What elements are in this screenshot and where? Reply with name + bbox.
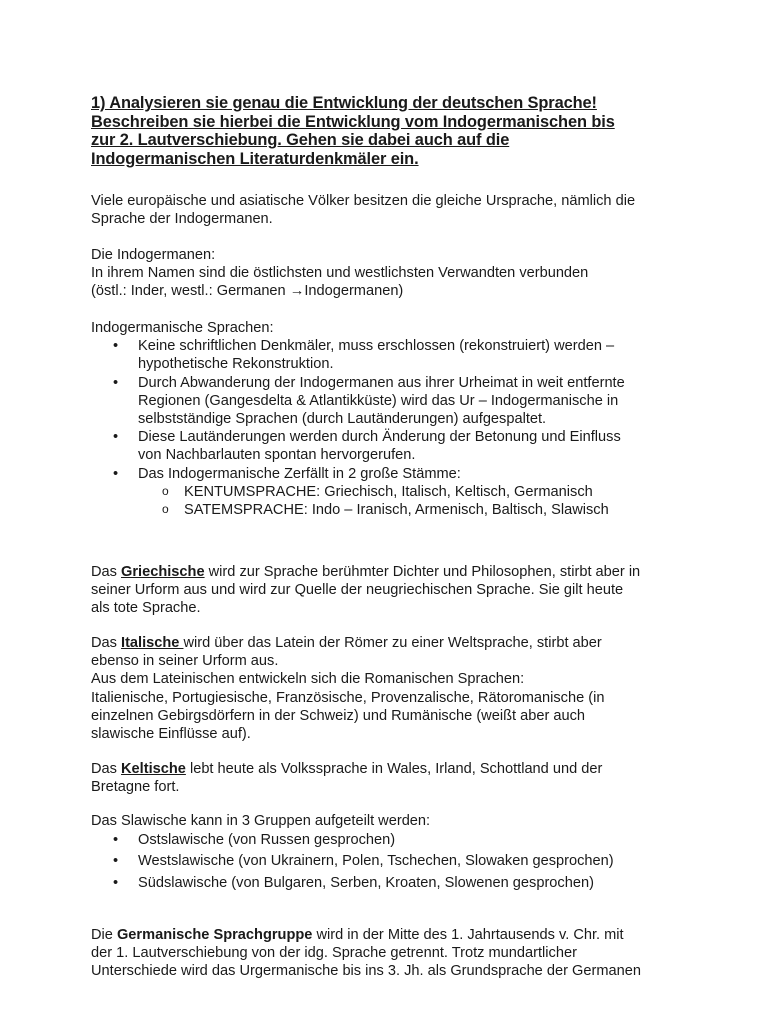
paragraph-line: Unterschiede wird das Urgermanische bis ins 3. Jh. als Grundsprache der Germanen (91, 963, 641, 980)
paragraph-line: Aus dem Lateinischen entwickeln sich die Romanischen Sprachen: (91, 671, 525, 688)
paragraph-line: der 1. Lautverschiebung von der idg. Sprache getrennt. Trotz mundartlicher (91, 945, 577, 962)
term-keltische: Keltische (121, 761, 186, 777)
sprachen-section (91, 319, 691, 519)
section-title: Indogermanische Sprachen: (91, 320, 274, 336)
paragraph-line: In ihrem Namen sind die östlichsten und westlichsten Verwandten verbunden (91, 265, 589, 282)
keltisch-paragraph: Das Keltische lebt heute als Volkssprache in Wales, Irland, Schottland und der Bretagne fort. (91, 760, 691, 796)
paragraph-line: slawische Einflüsse auf). (91, 726, 251, 743)
paragraph-line: seiner Urform aus und wird zur Quelle der neugriechischen Sprache. Sie gilt heute (91, 582, 624, 599)
paragraph-line: einzelnen Gebirgsdörfern in der Schweiz) und Rumänische (weißt aber auch (91, 707, 586, 724)
arrow-icon: → (289, 283, 305, 300)
section-title: Das Slawische kann in 3 Gruppen aufgeteilt werden: (91, 813, 431, 829)
paragraph-line: Italienische, Portugiesische, Französische, Provenzalische, Rätoromanische (in (91, 689, 605, 706)
indogermanen-section (91, 246, 691, 301)
section-title: Die Indogermanen: (91, 247, 216, 263)
question-heading (91, 94, 711, 168)
bullet-item: • Diese Lautänderungen werden durch Änderung der Betonung und Einfluss von Nachbarlauten spontan hervorgerufen. (91, 428, 691, 464)
italisch-paragraph: Das Italische wird über das Latein der Römer zu einer Weltsprache, stirbt aber ebenso in seiner Urform aus. Aus dem Lateinischen entwickeln sich die Romanischen Sprachen: Italienische, Portugiesische, Französische, Provenzalische, Rätoromanische (in einzelnen Gebirgsdörfern in der Schweiz) und Rumänische (weißt aber auch slawische Einflüsse auf). (91, 634, 691, 743)
bullet-item: • Durch Abwanderung der Indogermanen aus ihrer Urheimat in weit entfernte Regionen (Gangesdelta & Atlantikküste) wird das Ur – Indogermanische in selbstständige Sprachen (durch Lautänderungen) aufgespaltet. (91, 374, 691, 429)
paragraph-line: Bretagne fort. (91, 779, 180, 796)
heading-line: Indogermanischen Literaturdenkmäler ein. (91, 149, 419, 168)
germanisch-paragraph: Die Germanische Sprachgruppe wird in der Mitte des 1. Jahrtausends v. Chr. mit der 1. Lautverschiebung von der idg. Sprache getrennt. Trotz mundartlicher Unterschiede wird das Urgermanische bis ins 3. Jh. als Grundsprache der Germanen (91, 926, 691, 981)
term-italische: Italische (121, 635, 184, 651)
sub-bullet-item: o SATEMSPRACHE: Indo – Iranisch, Armenisch, Baltisch, Slawisch (91, 501, 691, 519)
paragraph-line: ebenso in seiner Urform aus. (91, 653, 279, 670)
paragraph-line: als tote Sprache. (91, 600, 201, 617)
griechisch-paragraph: Das Griechische wird zur Sprache berühmter Dichter und Philosophen, stirbt aber in seiner Urform aus und wird zur Quelle der neugriechischen Sprache. Sie gilt heute als tote Sprache. (91, 563, 691, 618)
bullet-item: • Westslawische (von Ukrainern, Polen, Tschechen, Slowaken gesprochen) (91, 852, 691, 870)
term-griechische: Griechische (121, 564, 205, 580)
heading-line: zur 2. Lautverschiebung. Gehen sie dabei auch auf die (91, 131, 510, 150)
bullet-item: • Keine schriftlichen Denkmäler, muss erschlossen (rekonstruiert) werden – hypothetische Rekonstruktion. (91, 337, 691, 373)
slawisch-section (91, 812, 691, 892)
bullet-item: • Das Indogermanische Zerfällt in 2 große Stämme: (91, 465, 691, 483)
bullet-item: • Ostslawische (von Russen gesprochen) (91, 831, 691, 849)
paragraph-line: Sprache der Indogermanen. (91, 211, 273, 228)
paragraph-line: Viele europäische und asiatische Völker besitzen die gleiche Ursprache, nämlich die (91, 193, 636, 209)
bullet-item: • Südslawische (von Bulgaren, Serben, Kroaten, Slowenen gesprochen) (91, 874, 691, 892)
heading-line: Beschreiben sie hierbei die Entwicklung vom Indogermanischen bis (91, 112, 615, 131)
heading-line: 1) Analysieren sie genau die Entwicklung der deutschen Sprache! (91, 94, 597, 112)
sub-bullet-item: o KENTUMSPRACHE: Griechisch, Italisch, Keltisch, Germanisch (91, 483, 691, 501)
intro-paragraph (91, 192, 691, 228)
term-germanische: Germanische Sprachgruppe (116, 927, 313, 943)
paragraph-line: (östl.: Inder, westl.: Germanen →Indogermanen) (91, 283, 404, 300)
